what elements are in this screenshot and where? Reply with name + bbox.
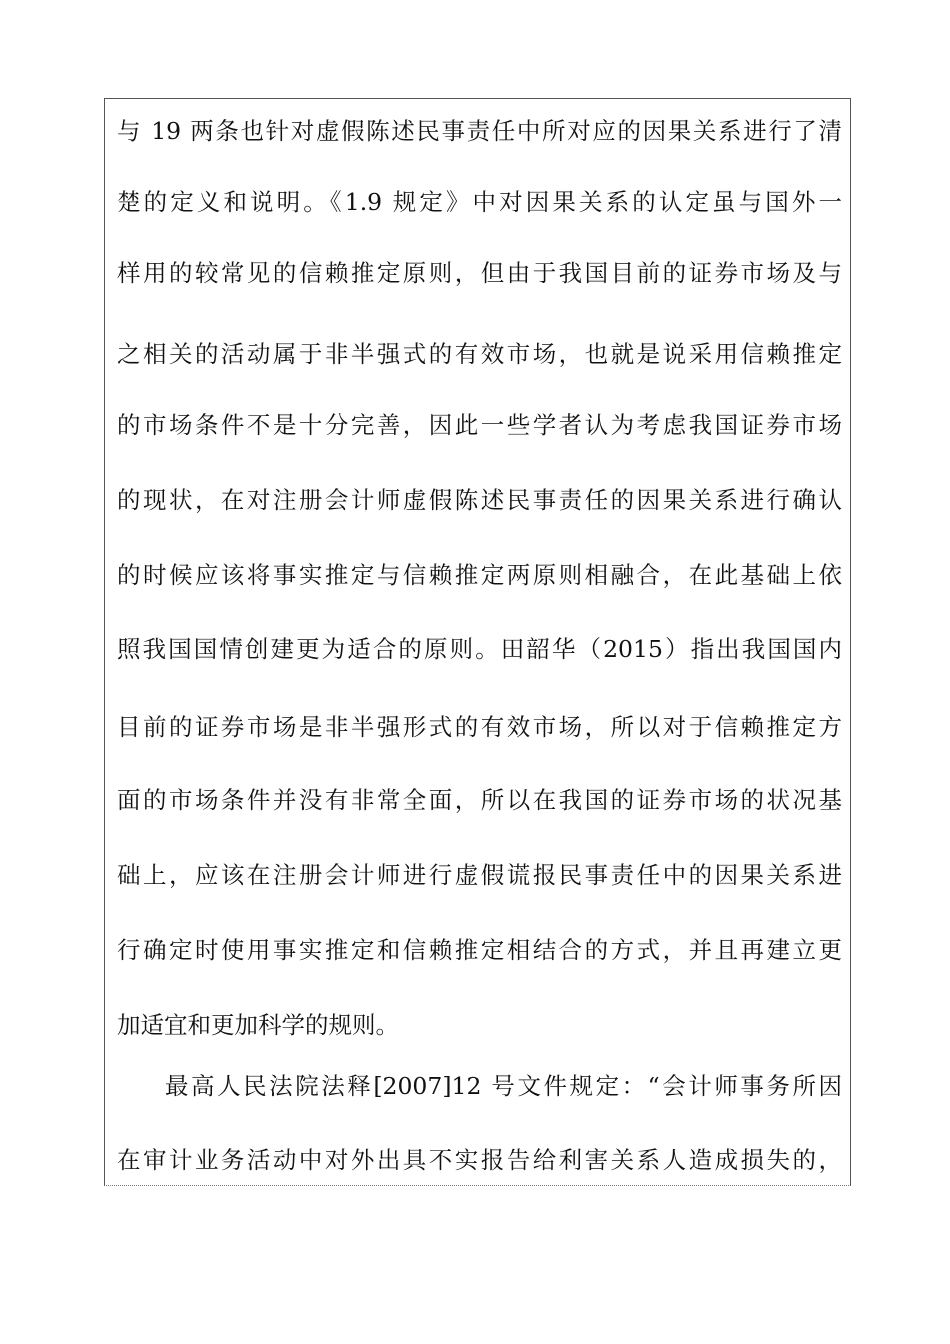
paragraph-line-10: 面的市场条件并没有非常全面，所以在我国的证券市场的状况基 [117,786,842,814]
paragraph-line-5: 的市场条件不是十分完善，因此一些学者认为考虑我国证券市场 [117,411,842,439]
paragraph-line-1: 与 19 两条也针对虚假陈述民事责任中所对应的因果关系进行了清 [117,117,842,145]
paragraph-line-11: 础上，应该在注册会计师进行虚假谎报民事责任中的因果关系进 [117,861,842,889]
paragraph-line-8: 照我国国情创建更为适合的原则。田韶华（2015）指出我国国内 [117,635,842,663]
paragraph-line-3: 样用的较常见的信赖推定原则，但由于我国目前的证券市场及与 [117,259,842,287]
paragraph-line-9: 目前的证券市场是非半强形式的有效市场，所以对于信赖推定方 [117,713,842,741]
paragraph-2-line-2: 在审计业务活动中对外出具不实报告给利害关系人造成损失的， [117,1146,842,1174]
paragraph-line-12: 行确定时使用事实推定和信赖推定相结合的方式，并且再建立更 [117,936,842,964]
paragraph-line-13: 加适宜和更加科学的规则。 [117,1011,399,1039]
paragraph-line-4: 之相关的活动属于非半强式的有效市场，也就是说采用信赖推定 [117,340,842,368]
paragraph-line-2: 楚的定义和说明。《1.9 规定》中对因果关系的认定虽与国外一 [117,188,842,216]
paragraph-2-line-1: 最高人民法院法释[2007]12 号文件规定：“会计师事务所因 [165,1072,842,1100]
paragraph-line-7: 的时候应该将事实推定与信赖推定两原则相融合，在此基础上依 [117,561,842,589]
paragraph-line-6: 的现状，在对注册会计师虚假陈述民事责任的因果关系进行确认 [117,486,842,514]
